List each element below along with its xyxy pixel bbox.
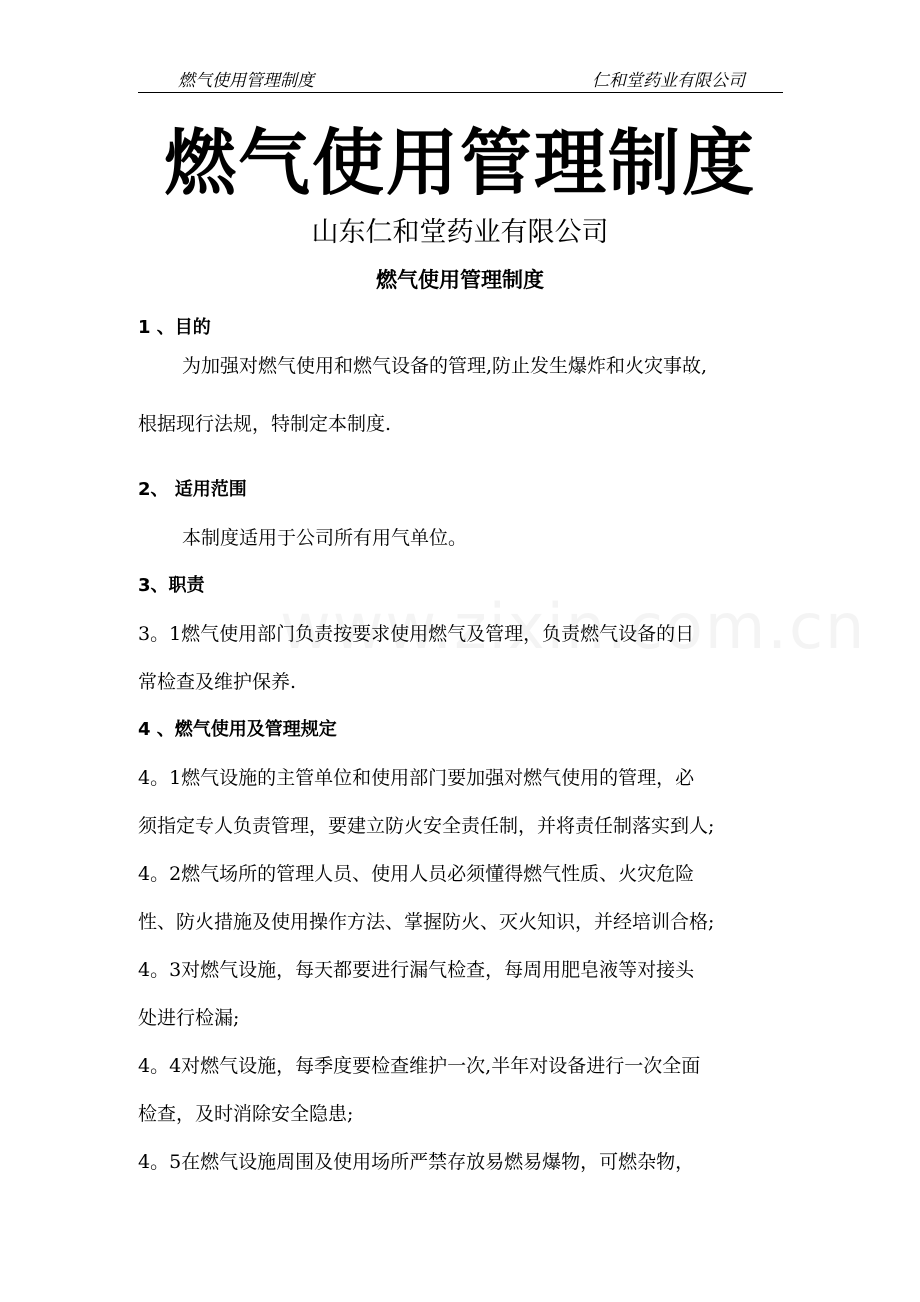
section-4-paragraph-line: 须指定专人负责管理，要建立防火安全责任制，并将责任制落实到人; [138, 815, 715, 837]
section-2-heading: 2、 适用范围 [138, 479, 247, 500]
section-4-paragraph-line: 检查，及时消除安全隐患; [138, 1103, 354, 1125]
document-title: 燃气使用管理制度 [163, 121, 756, 205]
section-1-paragraph-line: 为加强对燃气使用和燃气设备的管理,防止发生爆炸和火灾事故, [182, 355, 708, 377]
section-4-paragraph-line: 4。4对燃气设施，每季度要检查维护一次,半年对设备进行一次全面 [138, 1055, 701, 1077]
section-3-paragraph-line: 3。1燃气使用部门负责按要求使用燃气及管理，负责燃气设备的日 [138, 623, 695, 645]
header-document-title: 燃气使用管理制度 [178, 71, 314, 91]
section-1-heading: 1 、目的 [138, 317, 211, 338]
section-2-paragraph-line: 本制度适用于公司所有用气单位。 [182, 527, 468, 549]
section-1-paragraph-line: 根据现行法规，特制定本制度. [138, 413, 392, 435]
section-4-heading: 4 、燃气使用及管理规定 [138, 719, 337, 740]
section-4-paragraph-line: 4。2燃气场所的管理人员、使用人员必须懂得燃气性质、火灾危险 [138, 863, 695, 885]
page-header [138, 62, 783, 93]
company-name: 山东仁和堂药业有限公司 [311, 217, 609, 248]
section-4-paragraph-line: 4。3对燃气设施，每天都要进行漏气检查，每周用肥皂液等对接头 [138, 959, 695, 981]
section-4-paragraph-line: 性、防火措施及使用操作方法、掌握防火、灭火知识，并经培训合格; [138, 911, 715, 933]
header-company-name: 仁和堂药业有限公司 [592, 71, 745, 91]
section-4-paragraph-line: 4。5在燃气设施周围及使用场所严禁存放易燃易爆物，可燃杂物， [138, 1151, 695, 1173]
section-4-paragraph-line: 4。1燃气设施的主管单位和使用部门要加强对燃气使用的管理，必 [138, 767, 695, 789]
section-3-paragraph-line: 常检查及维护保养. [138, 671, 297, 693]
section-3-heading: 3、职责 [138, 575, 205, 596]
document-subtitle: 燃气使用管理制度 [376, 268, 544, 292]
section-4-paragraph-line: 处进行检漏; [138, 1007, 240, 1029]
